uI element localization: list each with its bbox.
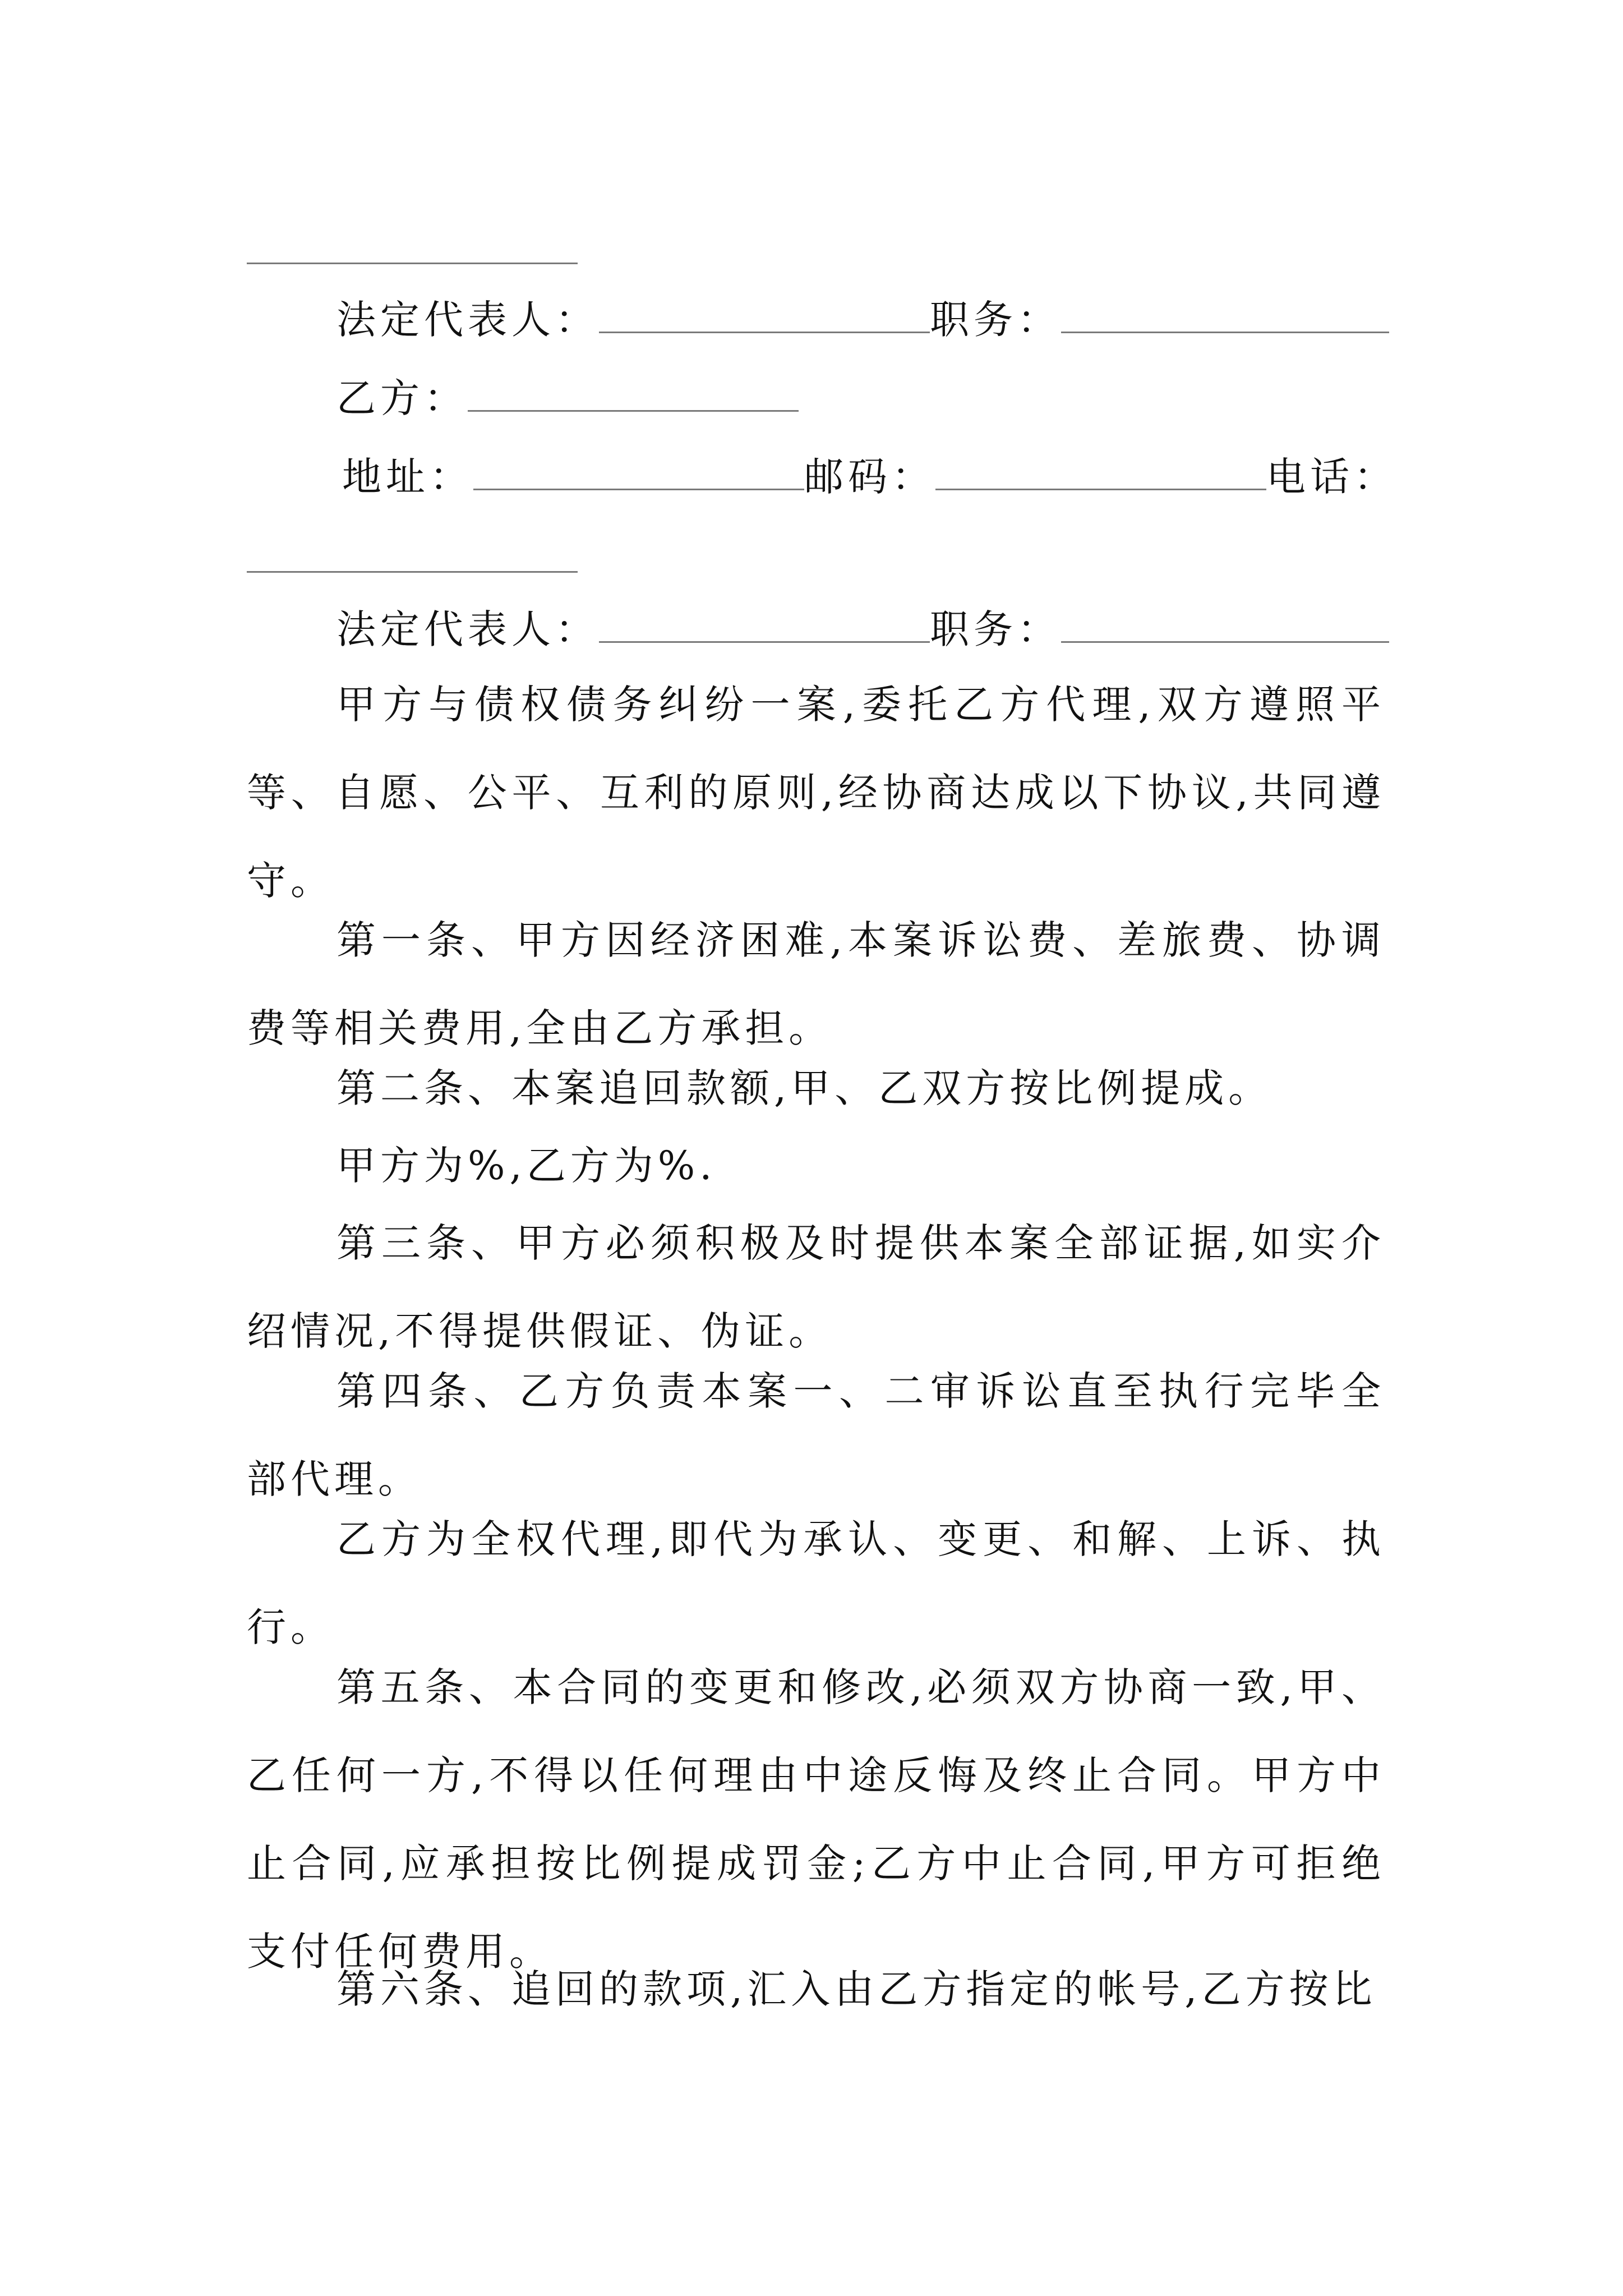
phone-blank-continuation	[247, 571, 578, 573]
address-row	[342, 449, 1398, 505]
paragraph-article-6: 第六条、追回的款项,汇入由乙方指定的帐号,乙方按比	[336, 1966, 1377, 2012]
paragraph-article-3: 第三条、甲方必须积极及时提供本案全部证据,如实介绍情况,不得提供假证、伪证。	[247, 1220, 1385, 1354]
blank-line-continuation-top	[247, 263, 578, 264]
party-b-row	[336, 370, 799, 426]
legal-rep-row-b	[336, 601, 1389, 657]
legal-rep-label-b: 法定代表人：	[336, 606, 599, 652]
address-blank	[473, 487, 804, 490]
party-b-blank	[468, 409, 799, 412]
party-b-label: 乙方：	[336, 375, 468, 421]
paragraph-preamble: 甲方与债权债务纠纷一案,委托乙方代理,双方遵照平等、自愿、公平、互利的原则,经协商达成以下协议,共同遵守。	[247, 682, 1385, 904]
phone-label: 电话：	[1266, 454, 1398, 500]
legal-rep-label: 法定代表人：	[336, 297, 599, 343]
paragraph-full-agency: 乙方为全权代理,即代为承认、变更、和解、上诉、执行。	[247, 1516, 1385, 1650]
paragraph-article-4: 第四条、乙方负责本案一、二审诉讼直至执行完毕全部代理。	[247, 1368, 1385, 1502]
postcode-label: 邮码：	[804, 454, 935, 500]
address-label: 地址：	[342, 454, 473, 500]
paragraph-article-5: 第五条、本合同的变更和修改,必须双方协商一致,甲、乙任何一方,不得以任何理由中途反悔及终止合同。甲方中止合同,应承担按比例提成罚金;乙方中止合同,甲方可拒绝支付任何费用。	[247, 1664, 1385, 1975]
legal-rep-blank-b	[599, 640, 930, 643]
paragraph-article-1: 第一条、甲方因经济困难,本案诉讼费、差旅费、协调费等相关费用,全由乙方承担。	[247, 917, 1385, 1051]
position-label-b: 职务：	[930, 606, 1061, 652]
legal-rep-blank	[599, 330, 930, 333]
position-label: 职务：	[930, 297, 1061, 343]
paragraph-article-2: 第二条、本案追回款额,甲、乙双方按比例提成。	[336, 1065, 1272, 1111]
position-blank	[1061, 330, 1389, 333]
legal-rep-row-a	[336, 292, 1389, 348]
postcode-blank	[935, 487, 1266, 490]
paragraph-ratio: 甲方为%,乙方为%.	[336, 1143, 717, 1189]
position-blank-b	[1061, 640, 1389, 643]
